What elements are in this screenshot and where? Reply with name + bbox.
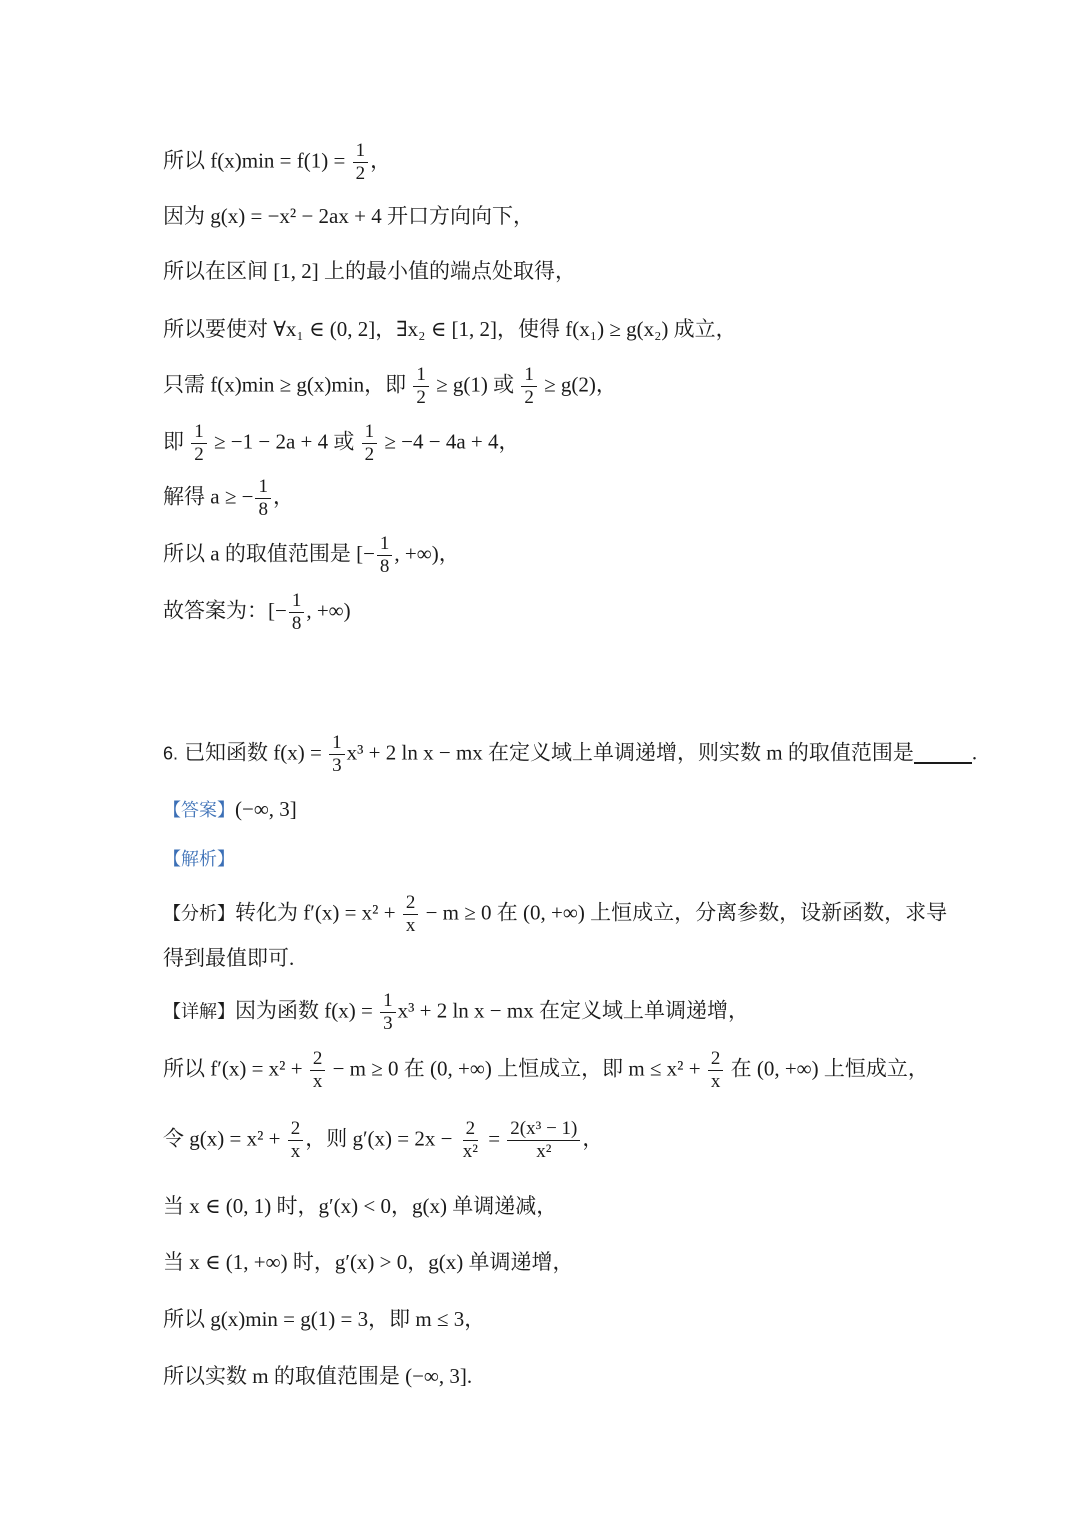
detail-line-3: 令 g(x) = x² + $\frac{2}{x}$ ，则 g′(x) = 2x − $\frac{2}{\text{x²}}$ = $\frac{\text{2(x³ − 1)}}{\text{x²}}$ ， — [163, 1118, 604, 1162]
solution-line-2 — [163, 202, 534, 231]
analysis-line-1: 【分析】转化为 f′(x) = x² + $\frac{2}{x}$ − m ≥ 0 在 (0, +∞) 上恒成立，分离参数，设新函数，求导 — [163, 892, 948, 936]
solution-line-9: 故答案为：[− $\frac{1}{8}$ , +∞) — [163, 590, 351, 634]
fraction: $\frac{\text{2(x³ − 1)}}{\text{x²}}$ — [507, 1118, 580, 1163]
fraction: $\frac{1}{2}$ — [413, 364, 429, 409]
detail-label: 【详解】 — [163, 1001, 235, 1023]
fraction: $\frac{1}{8}$ — [255, 476, 271, 521]
question-number: 6. — [163, 743, 179, 764]
detail-line-5 — [163, 1248, 574, 1277]
solution-line-5: 只需 f(x)min ≥ g(x)min，即 $\frac{1}{2}$ ≥ g(1) 或 $\frac{1}{2}$ ≥ g(2)， — [163, 364, 617, 408]
answer-blank — [914, 762, 972, 764]
line-text: 因为 g(x) = −x² − 2ax + 4 开口方向向下， — [163, 204, 534, 228]
detail-line-1: 【详解】因为函数 f(x) = $\frac{1}{3}$ x³ + 2 ln x − mx 在定义域上单调递增， — [163, 990, 749, 1034]
line-text: 所以要使对 ∀x₁ ∈ (0, 2]，∃x₂ ∈ [1, 2]，使得 f(x₁) ≥ g(x₂) 成立， — [163, 317, 737, 341]
fraction: $\frac{1}{2}$ — [521, 364, 537, 409]
fraction: $\frac{1}{8}$ — [377, 533, 393, 578]
answer-line — [163, 795, 297, 825]
fraction: $\frac{2}{\text{x²}}$ — [462, 1118, 478, 1162]
question-6: 6. 已知函数 f(x) = $\frac{1}{3}$ x³ + 2 ln x − mx 在定义域上单调递增，则实数 m 的取值范围是 . — [163, 732, 978, 776]
solution-line-7: 解得 a ≥ − $\frac{1}{8}$ ， — [163, 476, 294, 520]
fraction: $\frac{2}{x}$ — [708, 1048, 724, 1093]
fraction: $\frac{2}{x}$ — [310, 1048, 326, 1093]
detail-line-2: 所以 f′(x) = x² + $\frac{2}{x}$ − m ≥ 0 在 (0, +∞) 上恒成立，即 m ≤ x² + $\frac{2}{x}$ 在 (0, +∞) 上恒成立， — [163, 1048, 929, 1092]
line-text: 当 x ∈ (1, +∞) 时，g′(x) > 0，g(x) 单调递增， — [163, 1250, 574, 1274]
fraction: $\frac{1}{2}$ — [353, 140, 369, 185]
analysis-sub-label: 【分析】 — [163, 903, 235, 925]
answer-label: 【答案】 — [163, 800, 235, 821]
solution-line-8: 所以 a 的取值范围是 [− $\frac{1}{8}$ , +∞)， — [163, 533, 460, 577]
solution-line-4 — [163, 315, 737, 344]
analysis-label: 【解析】 — [163, 849, 235, 870]
solution-line-1: 所以 f(x)min = f(1) = $\frac{1}{2}$ ， — [163, 140, 392, 184]
solution-line-3 — [163, 257, 576, 286]
line-text: 所以实数 m 的取值范围是 (−∞, 3]. — [163, 1364, 473, 1388]
fraction: $\frac{1}{8}$ — [289, 590, 305, 635]
line-text: 所以在区间 [1, 2] 上的最小值的端点处取得， — [163, 259, 576, 283]
line-text: 得到最值即可. — [163, 946, 295, 970]
fraction: $\frac{1}{3}$ — [380, 990, 396, 1035]
fraction: $\frac{1}{3}$ — [329, 732, 345, 777]
line-text: 所以 f(x)min = f(1) = — [163, 148, 351, 173]
detail-line-6 — [163, 1305, 485, 1334]
detail-line-4 — [163, 1192, 557, 1221]
fraction: $\frac{1}{2}$ — [362, 421, 378, 466]
line-text: 所以 g(x)min = g(1) = 3，即 m ≤ 3， — [163, 1307, 486, 1331]
line-text: 当 x ∈ (0, 1) 时，g′(x) < 0，g(x) 单调递减， — [163, 1194, 558, 1218]
fraction: $\frac{2}{x}$ — [288, 1118, 304, 1163]
analysis-heading — [163, 845, 235, 874]
detail-line-7 — [163, 1362, 472, 1391]
analysis-line-2 — [163, 944, 294, 973]
fraction: $\frac{1}{2}$ — [191, 421, 207, 466]
answer-value: (−∞, 3] — [235, 797, 297, 821]
solution-line-6: 即 $\frac{1}{2}$ ≥ −1 − 2a + 4 或 $\frac{1}{2}$ ≥ −4 − 4a + 4， — [163, 421, 520, 465]
fraction: $\frac{2}{x}$ — [403, 892, 419, 937]
